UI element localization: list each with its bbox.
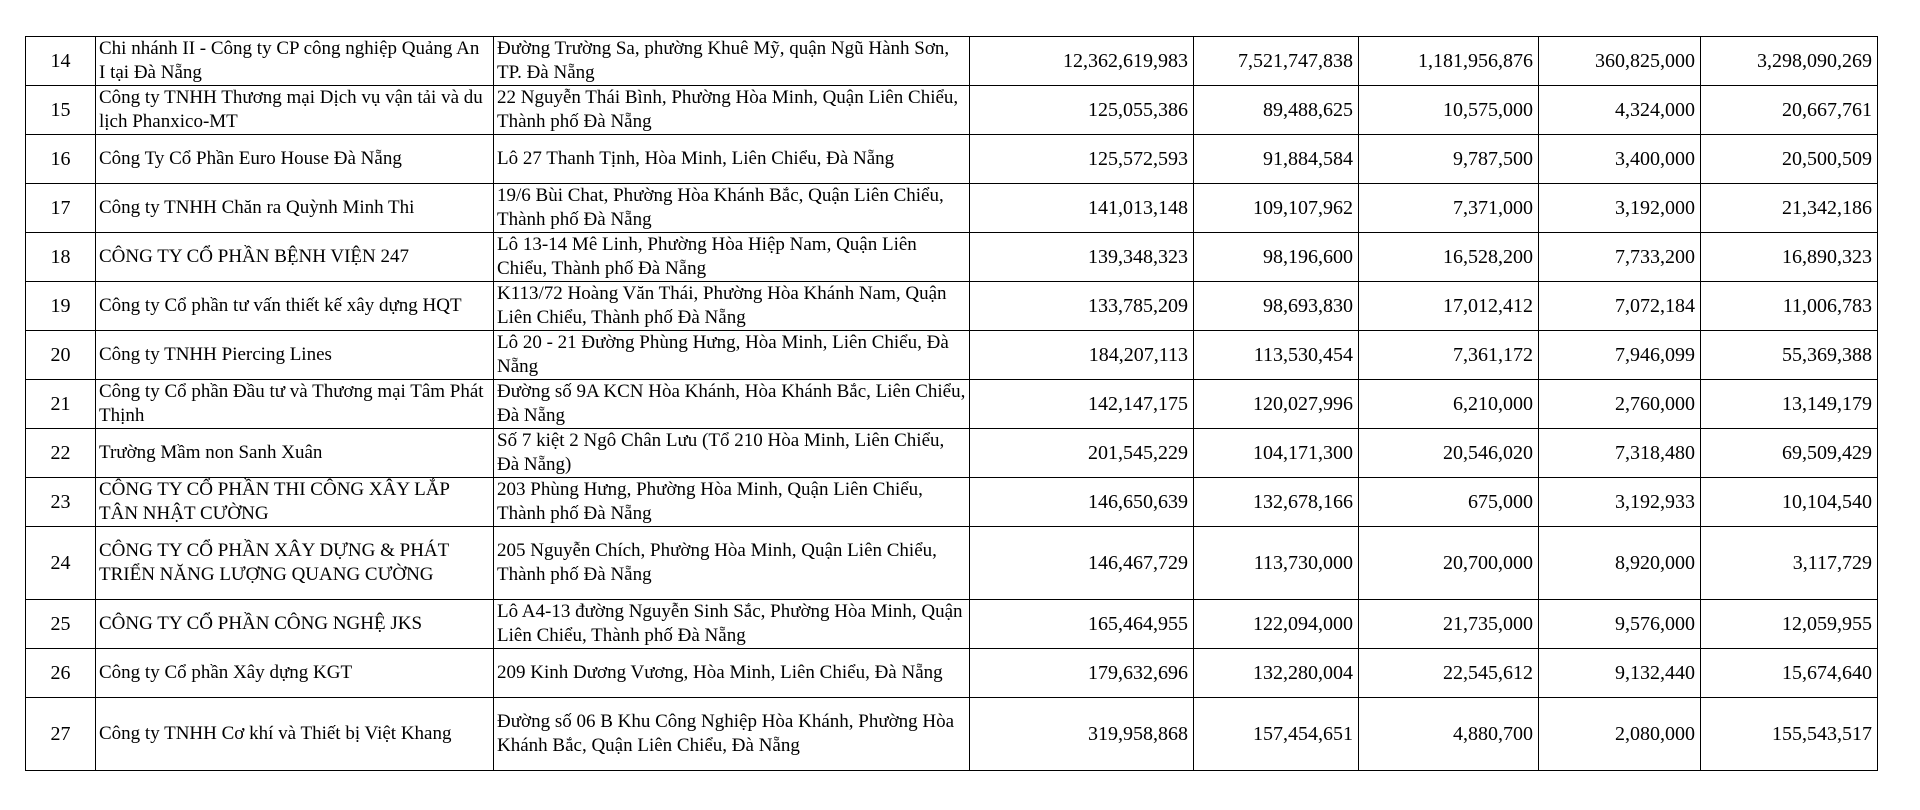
company-name: CÔNG TY CỔ PHẦN XÂY DỰNG & PHÁT TRIỂN NĂNG LƯỢNG QUANG CƯỜNG <box>96 527 494 600</box>
company-address: Số 7 kiệt 2 Ngô Chân Lưu (Tổ 210 Hòa Minh, Liên Chiểu, Đà Nẵng) <box>494 429 970 478</box>
amount-col-3: 7,361,172 <box>1359 331 1539 380</box>
company-name: Công ty TNHH Piercing Lines <box>96 331 494 380</box>
company-name: CÔNG TY CỔ PHẦN BỆNH VIỆN 247 <box>96 233 494 282</box>
company-name: Công ty Cổ phần Đầu tư và Thương mại Tâm Phát Thịnh <box>96 380 494 429</box>
table-row <box>26 37 1878 86</box>
amount-col-5: 10,104,540 <box>1701 478 1878 527</box>
row-number: 22 <box>26 429 96 478</box>
company-address: Lô 27 Thanh Tịnh, Hòa Minh, Liên Chiểu, Đà Nẵng <box>494 135 970 184</box>
table-row <box>26 698 1878 771</box>
row-number: 20 <box>26 331 96 380</box>
company-address: Lô 20 - 21 Đường Phùng Hưng, Hòa Minh, Liên Chiểu, Đà Nẵng <box>494 331 970 380</box>
amount-col-4: 2,760,000 <box>1539 380 1701 429</box>
row-number: 24 <box>26 527 96 600</box>
row-number: 18 <box>26 233 96 282</box>
amount-col-5: 155,543,517 <box>1701 698 1878 771</box>
amount-col-4: 7,318,480 <box>1539 429 1701 478</box>
company-name: Chi nhánh II - Công ty CP công nghiệp Quảng An I tại Đà Nẵng <box>96 37 494 86</box>
amount-col-1: 139,348,323 <box>970 233 1194 282</box>
company-address: 19/6 Bùi Chat, Phường Hòa Khánh Bắc, Quận Liên Chiểu, Thành phố Đà Nẵng <box>494 184 970 233</box>
amount-col-5: 69,509,429 <box>1701 429 1878 478</box>
table-row <box>26 184 1878 233</box>
amount-col-2: 98,196,600 <box>1194 233 1359 282</box>
company-name: Công ty TNHH Thương mại Dịch vụ vận tải và du lịch Phanxico-MT <box>96 86 494 135</box>
row-number: 19 <box>26 282 96 331</box>
amount-col-3: 9,787,500 <box>1359 135 1539 184</box>
company-name: Công ty Cổ phần tư vấn thiết kế xây dựng HQT <box>96 282 494 331</box>
company-name: Trường Mầm non Sanh Xuân <box>96 429 494 478</box>
amount-col-1: 141,013,148 <box>970 184 1194 233</box>
amount-col-5: 16,890,323 <box>1701 233 1878 282</box>
amount-col-2: 89,488,625 <box>1194 86 1359 135</box>
row-number: 17 <box>26 184 96 233</box>
amount-col-5: 13,149,179 <box>1701 380 1878 429</box>
amount-col-4: 8,920,000 <box>1539 527 1701 600</box>
amount-col-2: 132,678,166 <box>1194 478 1359 527</box>
table-row <box>26 282 1878 331</box>
amount-col-3: 20,546,020 <box>1359 429 1539 478</box>
amount-col-1: 201,545,229 <box>970 429 1194 478</box>
amount-col-5: 11,006,783 <box>1701 282 1878 331</box>
row-number: 15 <box>26 86 96 135</box>
company-address: Lô 13-14 Mê Linh, Phường Hòa Hiệp Nam, Quận Liên Chiểu, Thành phố Đà Nẵng <box>494 233 970 282</box>
amount-col-3: 22,545,612 <box>1359 649 1539 698</box>
amount-col-4: 360,825,000 <box>1539 37 1701 86</box>
amount-col-4: 9,132,440 <box>1539 649 1701 698</box>
company-name: Công ty Cổ phần Xây dựng KGT <box>96 649 494 698</box>
row-number: 27 <box>26 698 96 771</box>
company-address: Đường số 06 B Khu Công Nghiệp Hòa Khánh, Phường Hòa Khánh Bắc, Quận Liên Chiểu, Đà Nẵng <box>494 698 970 771</box>
amount-col-2: 109,107,962 <box>1194 184 1359 233</box>
amount-col-2: 113,530,454 <box>1194 331 1359 380</box>
amount-col-1: 125,055,386 <box>970 86 1194 135</box>
amount-col-3: 7,371,000 <box>1359 184 1539 233</box>
amount-col-2: 120,027,996 <box>1194 380 1359 429</box>
amount-col-1: 142,147,175 <box>970 380 1194 429</box>
amount-col-1: 179,632,696 <box>970 649 1194 698</box>
amount-col-4: 3,192,000 <box>1539 184 1701 233</box>
amount-col-2: 132,280,004 <box>1194 649 1359 698</box>
company-address: 205 Nguyễn Chích, Phường Hòa Minh, Quận Liên Chiểu, Thành phố Đà Nẵng <box>494 527 970 600</box>
amount-col-4: 7,946,099 <box>1539 331 1701 380</box>
amount-col-3: 16,528,200 <box>1359 233 1539 282</box>
amount-col-4: 7,072,184 <box>1539 282 1701 331</box>
amount-col-3: 1,181,956,876 <box>1359 37 1539 86</box>
amount-col-1: 12,362,619,983 <box>970 37 1194 86</box>
amount-col-1: 133,785,209 <box>970 282 1194 331</box>
amount-col-3: 6,210,000 <box>1359 380 1539 429</box>
tax-debt-table-container <box>25 36 1878 771</box>
amount-col-1: 146,650,639 <box>970 478 1194 527</box>
company-address: 209 Kinh Dương Vương, Hòa Minh, Liên Chiểu, Đà Nẵng <box>494 649 970 698</box>
amount-col-2: 104,171,300 <box>1194 429 1359 478</box>
company-address: K113/72 Hoàng Văn Thái, Phường Hòa Khánh Nam, Quận Liên Chiểu, Thành phố Đà Nẵng <box>494 282 970 331</box>
company-name: CÔNG TY CỔ PHẦN THI CÔNG XÂY LẮP TÂN NHẬT CƯỜNG <box>96 478 494 527</box>
table-row <box>26 649 1878 698</box>
amount-col-4: 2,080,000 <box>1539 698 1701 771</box>
amount-col-3: 10,575,000 <box>1359 86 1539 135</box>
amount-col-2: 122,094,000 <box>1194 600 1359 649</box>
amount-col-2: 98,693,830 <box>1194 282 1359 331</box>
table-row <box>26 380 1878 429</box>
table-row <box>26 527 1878 600</box>
table-row <box>26 86 1878 135</box>
amount-col-5: 15,674,640 <box>1701 649 1878 698</box>
company-address: Lô A4-13 đường Nguyễn Sinh Sắc, Phường Hòa Minh, Quận Liên Chiểu, Thành phố Đà Nẵng <box>494 600 970 649</box>
row-number: 14 <box>26 37 96 86</box>
company-address: Đường số 9A KCN Hòa Khánh, Hòa Khánh Bắc, Liên Chiểu, Đà Nẵng <box>494 380 970 429</box>
company-name: CÔNG TY CỔ PHẦN CÔNG NGHỆ JKS <box>96 600 494 649</box>
company-name: Công ty TNHH Cơ khí và Thiết bị Việt Khang <box>96 698 494 771</box>
table-row <box>26 233 1878 282</box>
amount-col-5: 12,059,955 <box>1701 600 1878 649</box>
company-name: Công Ty Cổ Phần Euro House Đà Nẵng <box>96 135 494 184</box>
row-number: 16 <box>26 135 96 184</box>
amount-col-1: 165,464,955 <box>970 600 1194 649</box>
row-number: 21 <box>26 380 96 429</box>
company-address: 22 Nguyễn Thái Bình, Phường Hòa Minh, Quận Liên Chiểu, Thành phố Đà Nẵng <box>494 86 970 135</box>
amount-col-2: 157,454,651 <box>1194 698 1359 771</box>
amount-col-3: 17,012,412 <box>1359 282 1539 331</box>
row-number: 26 <box>26 649 96 698</box>
amount-col-5: 3,117,729 <box>1701 527 1878 600</box>
company-address: 203 Phùng Hưng, Phường Hòa Minh, Quận Liên Chiểu, Thành phố Đà Nẵng <box>494 478 970 527</box>
company-name: Công ty TNHH Chăn ra Quỳnh Minh Thi <box>96 184 494 233</box>
table-row <box>26 331 1878 380</box>
tax-debt-table <box>25 36 1878 771</box>
amount-col-3: 675,000 <box>1359 478 1539 527</box>
amount-col-5: 21,342,186 <box>1701 184 1878 233</box>
amount-col-4: 3,400,000 <box>1539 135 1701 184</box>
table-row <box>26 429 1878 478</box>
amount-col-4: 7,733,200 <box>1539 233 1701 282</box>
amount-col-1: 319,958,868 <box>970 698 1194 771</box>
table-row <box>26 478 1878 527</box>
amount-col-5: 3,298,090,269 <box>1701 37 1878 86</box>
table-row <box>26 600 1878 649</box>
company-address: Đường Trường Sa, phường Khuê Mỹ, quận Ngũ Hành Sơn, TP. Đà Nẵng <box>494 37 970 86</box>
amount-col-5: 20,500,509 <box>1701 135 1878 184</box>
amount-col-4: 3,192,933 <box>1539 478 1701 527</box>
row-number: 25 <box>26 600 96 649</box>
amount-col-1: 146,467,729 <box>970 527 1194 600</box>
amount-col-1: 125,572,593 <box>970 135 1194 184</box>
amount-col-5: 55,369,388 <box>1701 331 1878 380</box>
amount-col-3: 21,735,000 <box>1359 600 1539 649</box>
amount-col-2: 91,884,584 <box>1194 135 1359 184</box>
amount-col-3: 4,880,700 <box>1359 698 1539 771</box>
amount-col-4: 4,324,000 <box>1539 86 1701 135</box>
amount-col-4: 9,576,000 <box>1539 600 1701 649</box>
amount-col-2: 7,521,747,838 <box>1194 37 1359 86</box>
amount-col-1: 184,207,113 <box>970 331 1194 380</box>
row-number: 23 <box>26 478 96 527</box>
amount-col-5: 20,667,761 <box>1701 86 1878 135</box>
amount-col-2: 113,730,000 <box>1194 527 1359 600</box>
amount-col-3: 20,700,000 <box>1359 527 1539 600</box>
table-row <box>26 135 1878 184</box>
